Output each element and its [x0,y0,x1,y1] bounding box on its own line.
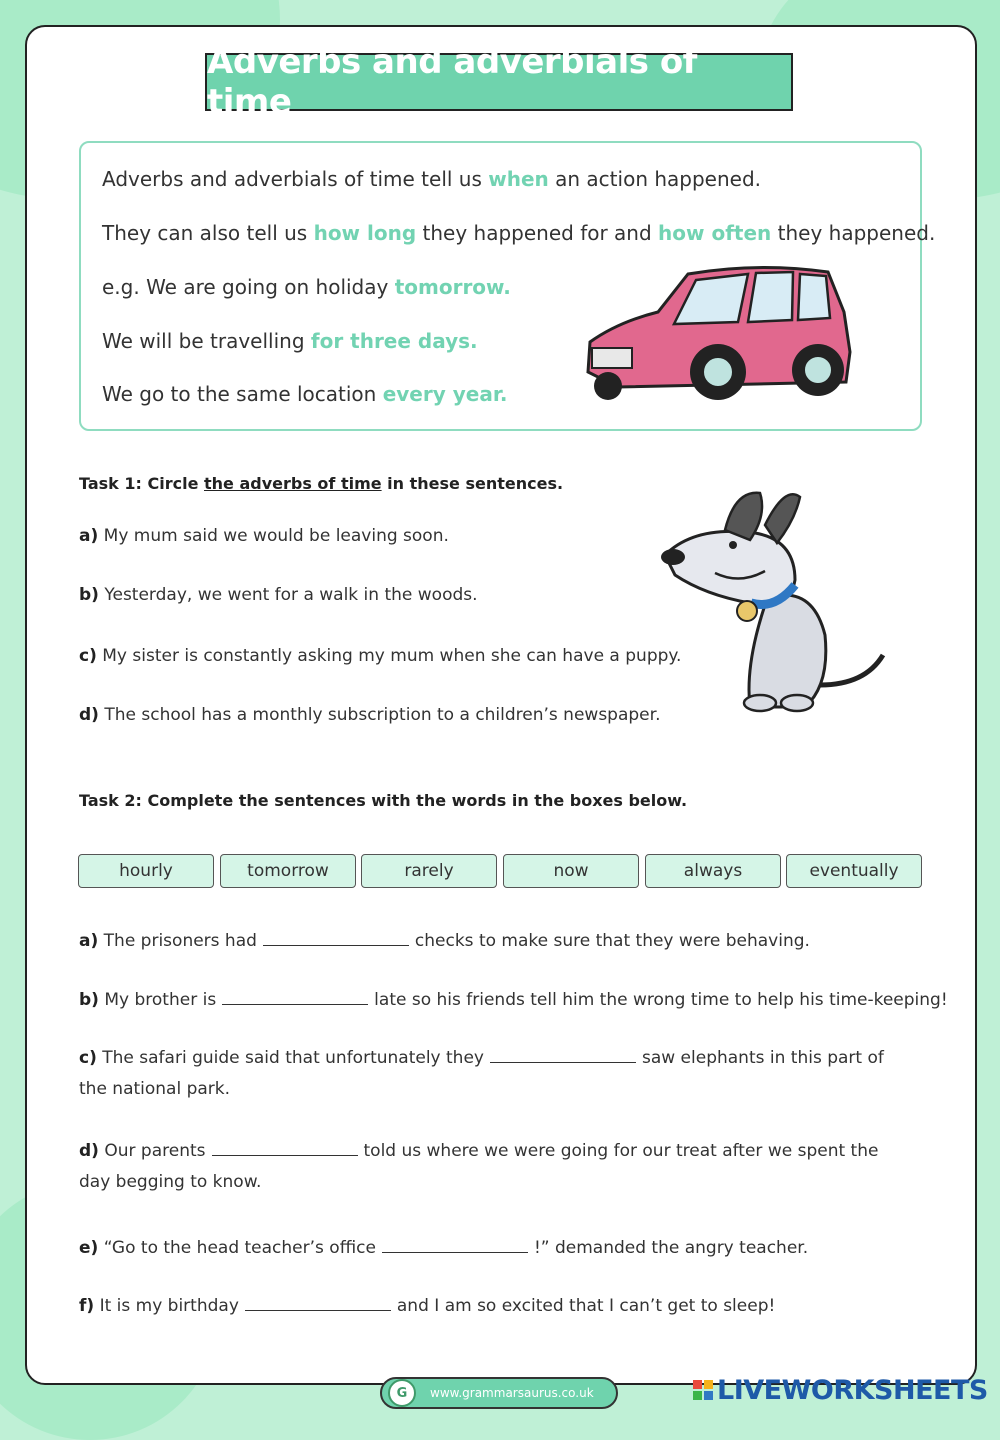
info-line-example-frequency: We go to the same location every year. [102,382,508,406]
liveworksheets-brand: LIVEWORKSHEETS [717,1374,988,1406]
liveworksheets-watermark [693,1372,988,1408]
answer-blank[interactable] [490,1048,636,1063]
info-line-example-duration: We will be travelling for three days. [102,329,478,353]
word-box-tomorrow[interactable]: tomorrow [220,854,356,888]
task2-sentence-c: c) The safari guide said that unfortunately they saw elephants in this part of the national park. [79,1048,884,1099]
task2-sentence-e: e) “Go to the head teacher’s office !” demanded the angry teacher. [79,1238,809,1258]
answer-blank[interactable] [263,931,409,946]
car-illustration [578,262,856,420]
liveworksheets-logo-icon [693,1380,713,1400]
task2-sentence-f: f) It is my birthday and I am so excited that I can’t get to sleep! [79,1296,776,1316]
info-line-when: Adverbs and adverbials of time tell us when an action happened. [102,167,762,191]
answer-blank[interactable] [212,1141,358,1156]
task2-sentence-a: a) The prisoners had checks to make sure that they were behaving. [79,931,810,951]
answer-blank[interactable] [382,1238,528,1253]
task2-title: Task 2: Complete the sentences with the words in the boxes below. [79,791,688,810]
footer-url[interactable]: www.grammarsaurus.co.uk [430,1386,594,1400]
answer-blank[interactable] [245,1296,391,1311]
task1-title: Task 1: Circle the adverbs of time in these sentences. [79,474,564,493]
task1-sentence-a[interactable]: a) My mum said we would be leaving soon. [79,526,449,546]
info-line-how-long: They can also tell us how long they happened for and how often they happened. [102,221,936,245]
task2-sentence-b: b) My brother is late so his friends tell him the wrong time to help his time-keeping! [79,990,948,1010]
task1-sentence-b[interactable]: b) Yesterday, we went for a walk in the woods. [79,585,478,605]
word-box-always[interactable]: always [645,854,781,888]
dog-illustration [655,485,887,717]
info-line-example-tomorrow: e.g. We are going on holiday tomorrow. [102,275,511,299]
answer-blank[interactable] [222,990,368,1005]
word-box-eventually[interactable]: eventually [786,854,922,888]
worksheet-title: Adverbs and adverbials of time [205,53,793,111]
task1-sentence-c[interactable]: c) My sister is constantly asking my mum when she can have a puppy. [79,646,682,666]
task2-sentence-d: d) Our parents told us where we were going for our treat after we spent the day begging to know. [79,1141,879,1192]
footer-badge [380,1377,618,1409]
word-box-rarely[interactable]: rarely [361,854,497,888]
word-box-now[interactable]: now [503,854,639,888]
grammarsaurus-logo-icon: G [388,1379,416,1407]
task1-sentence-d[interactable]: d) The school has a monthly subscription to a children’s newspaper. [79,705,661,725]
word-box-hourly[interactable]: hourly [78,854,214,888]
